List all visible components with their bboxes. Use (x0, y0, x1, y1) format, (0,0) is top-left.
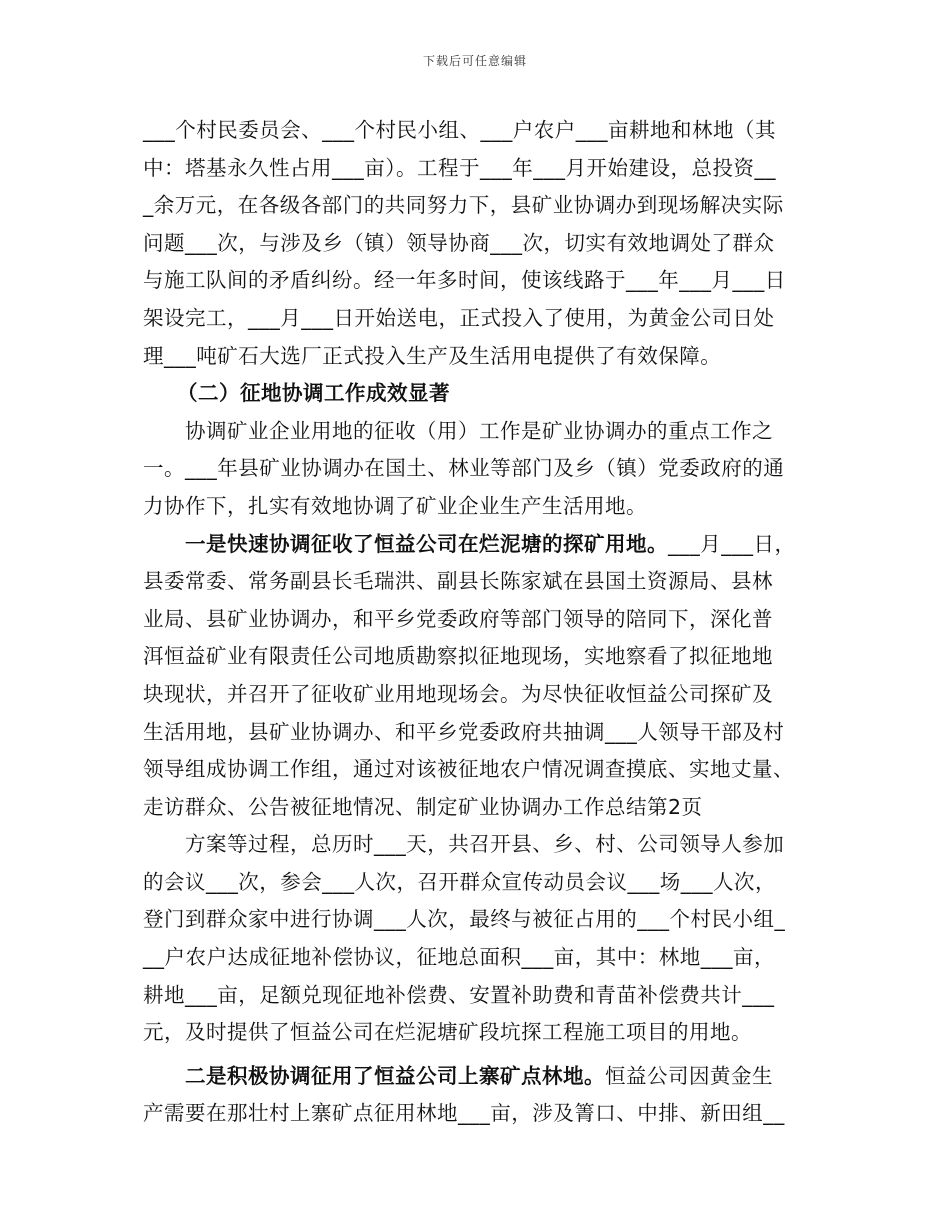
paragraph-line: 力协作下，扎实有效地协调了矿业企业生产生活用地。 (143, 493, 647, 518)
paragraph-line: 理___吨矿石大选厂正式投入生产及生活用电提供了有效保障。 (143, 343, 722, 368)
paragraph-line: 县委常委、常务副县长毛瑞洪、副县长陈家斌在县国土资源局、县林 (143, 569, 773, 594)
paragraph-line: 耕地___亩，足额兑现征地补偿费、安置补助费和青苗补偿费共计___ (143, 982, 775, 1007)
section-heading: （二）征地协调工作成效显著 (177, 381, 450, 406)
paragraph-text: ___月___日， (668, 531, 796, 556)
page-header: 下载后可任意编辑 (422, 54, 527, 68)
paragraph-line: 的会议___次，参会___人次，召开群众宣传动员会议___场___人次， (143, 869, 776, 894)
paragraph-line: __户农户达成征地补偿协议，征地总面积___亩，其中：林地___亩， (143, 945, 775, 970)
paragraph-line: 元，及时提供了恒益公司在烂泥塘矿段坑探工程施工项目的用地。 (143, 1020, 752, 1045)
paragraph-line: 领导组成协调工作组，通过对该被征地农户情况调查摸底、实地丈量、 (143, 757, 794, 782)
paragraph-line: 登门到群众家中进行协调___人次，最终与被征占用的___个村民小组_ (143, 907, 786, 932)
paragraph-line: 方案等过程，总历时___天，共召开县、乡、村、公司领导人参加 (185, 832, 785, 857)
bold-lead-sentence: 一是快速协调征收了恒益公司在烂泥塘的探矿用地。 (185, 531, 668, 556)
document-body (143, 112, 810, 1133)
paragraph-line: _余万元，在各级各部门的共同努力下，县矿业协调办到现场解决实际 (143, 193, 784, 218)
paragraph-line: ___个村民委员会、___个村民小组、___户农户___亩耕地和林地（其 (143, 118, 776, 142)
paragraph-line: 业局、县矿业协调办，和平乡党委政府等部门领导的陪同下，深化普 (143, 606, 773, 631)
paragraph-line (143, 526, 810, 564)
paragraph-line (143, 1058, 810, 1096)
paragraph-line: 与施工队间的矛盾纠纷。经一年多时间，使该线路于___年___月___日 (143, 268, 786, 293)
paragraph-line: 洱恒益矿业有限责任公司地质勘察拟征地现场，实地察看了拟征地地 (143, 644, 773, 669)
paragraph-line: 一。___年县矿业协调办在国土、林业等部门及乡（镇）党委政府的通 (143, 456, 785, 481)
paragraph-line: 走访群众、公告被征地情况、制定矿业协调办工作总结第2页 (143, 794, 703, 819)
paragraph-line: 产需要在那壮村上寨矿点征用林地___亩，涉及箐口、中排、新田组__ (143, 1101, 785, 1126)
paragraph-line: 中：塔基永久性占用___亩）。工程于___年___月开始建设，总投资__ (143, 155, 776, 180)
bold-lead-sentence: 二是积极协调征用了恒益公司上寨矿点林地。 (185, 1063, 605, 1088)
paragraph-line: 生活用地，县矿业协调办、和平乡党委政府共抽调___人领导干部及村 (143, 719, 785, 744)
paragraph-line: 架设完工，___月___日开始送电，正式投入了使用，为黄金公司日处 (143, 305, 775, 330)
paragraph-line: 问题___次，与涉及乡（镇）领导协商___次，切实有效地调处了群众 (143, 230, 775, 255)
paragraph-line: 块现状，并召开了征收矿业用地现场会。为尽快征收恒益公司探矿及 (143, 681, 773, 706)
paragraph-text: 恒益公司因黄金生 (605, 1063, 773, 1088)
paragraph-line: 协调矿业企业用地的征收（用）工作是矿业协调办的重点工作之 (185, 418, 773, 443)
